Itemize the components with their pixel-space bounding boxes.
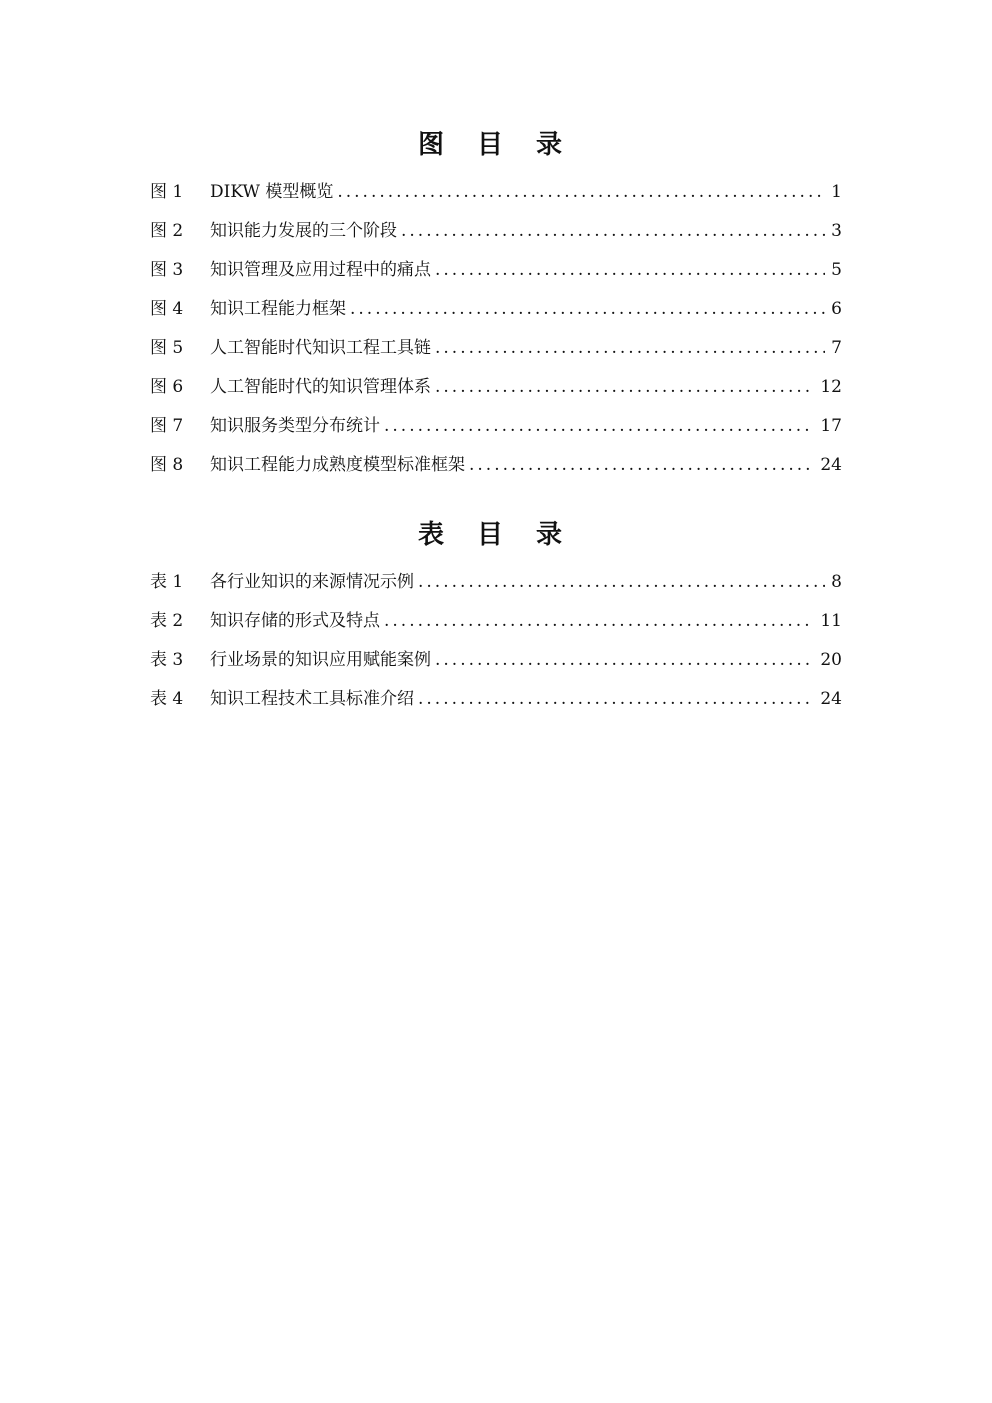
dot-leader <box>384 415 814 437</box>
entry-title: 知识管理及应用过程中的痛点 <box>210 260 431 280</box>
figure-entry[interactable] <box>150 298 842 337</box>
dot-leader <box>435 649 814 671</box>
entry-page: 12 <box>820 377 842 397</box>
entry-page: 1 <box>831 182 842 202</box>
dot-leader <box>469 454 814 476</box>
figure-entry[interactable] <box>150 181 842 220</box>
dot-leader <box>350 298 825 320</box>
entry-title: 人工智能时代知识工程工具链 <box>210 338 431 358</box>
dot-leader <box>401 220 825 242</box>
entry-number: 图 8 <box>150 455 184 475</box>
figure-entry[interactable] <box>150 454 842 493</box>
tables-heading: 表 目 录 <box>417 520 575 550</box>
entry-page: 24 <box>820 689 842 709</box>
entry-number: 表 4 <box>150 689 184 709</box>
figures-heading: 图 目 录 <box>417 130 575 160</box>
entry-title: 知识存储的形式及特点 <box>210 611 380 631</box>
dot-leader <box>435 337 825 359</box>
figure-entry[interactable] <box>150 415 842 454</box>
entry-title: 知识工程能力框架 <box>210 299 346 319</box>
table-entry[interactable] <box>150 571 842 610</box>
table-entry[interactable] <box>150 649 842 688</box>
entry-number: 图 6 <box>150 377 184 397</box>
entry-number: 表 2 <box>150 611 184 631</box>
entry-page: 20 <box>820 650 842 670</box>
dot-leader <box>337 181 825 203</box>
figure-entry[interactable] <box>150 259 842 298</box>
table-entry[interactable] <box>150 610 842 649</box>
figures-list <box>150 181 842 493</box>
entry-number: 图 2 <box>150 221 184 241</box>
entry-number: 图 4 <box>150 299 184 319</box>
dot-leader <box>435 259 825 281</box>
entry-number: 表 1 <box>150 572 184 592</box>
entry-page: 3 <box>831 221 842 241</box>
entry-title: 行业场景的知识应用赋能案例 <box>210 650 431 670</box>
entry-page: 8 <box>831 572 842 592</box>
entry-page: 5 <box>831 260 842 280</box>
entry-title: 各行业知识的来源情况示例 <box>210 572 414 592</box>
entry-title: 知识能力发展的三个阶段 <box>210 221 397 241</box>
entry-number: 图 3 <box>150 260 184 280</box>
entry-number: 表 3 <box>150 650 184 670</box>
figure-entry[interactable] <box>150 220 842 259</box>
entry-title: DIKW 模型概览 <box>210 182 334 202</box>
figure-entry[interactable] <box>150 376 842 415</box>
entry-title: 知识服务类型分布统计 <box>210 416 380 436</box>
entry-page: 24 <box>820 455 842 475</box>
dot-leader <box>418 688 814 710</box>
entry-title: 知识工程技术工具标准介绍 <box>210 689 414 709</box>
dot-leader <box>384 610 814 632</box>
entry-title: 人工智能时代的知识管理体系 <box>210 377 431 397</box>
entry-page: 7 <box>831 338 842 358</box>
entry-number: 图 1 <box>150 182 184 202</box>
dot-leader <box>418 571 825 593</box>
tables-list <box>150 571 842 727</box>
entry-page: 11 <box>820 611 842 631</box>
entry-page: 6 <box>831 299 842 319</box>
dot-leader <box>435 376 814 398</box>
entry-number: 图 7 <box>150 416 184 436</box>
entry-number: 图 5 <box>150 338 184 358</box>
figure-entry[interactable] <box>150 337 842 376</box>
entry-title: 知识工程能力成熟度模型标准框架 <box>210 455 465 475</box>
entry-page: 17 <box>820 416 842 436</box>
table-entry[interactable] <box>150 688 842 727</box>
